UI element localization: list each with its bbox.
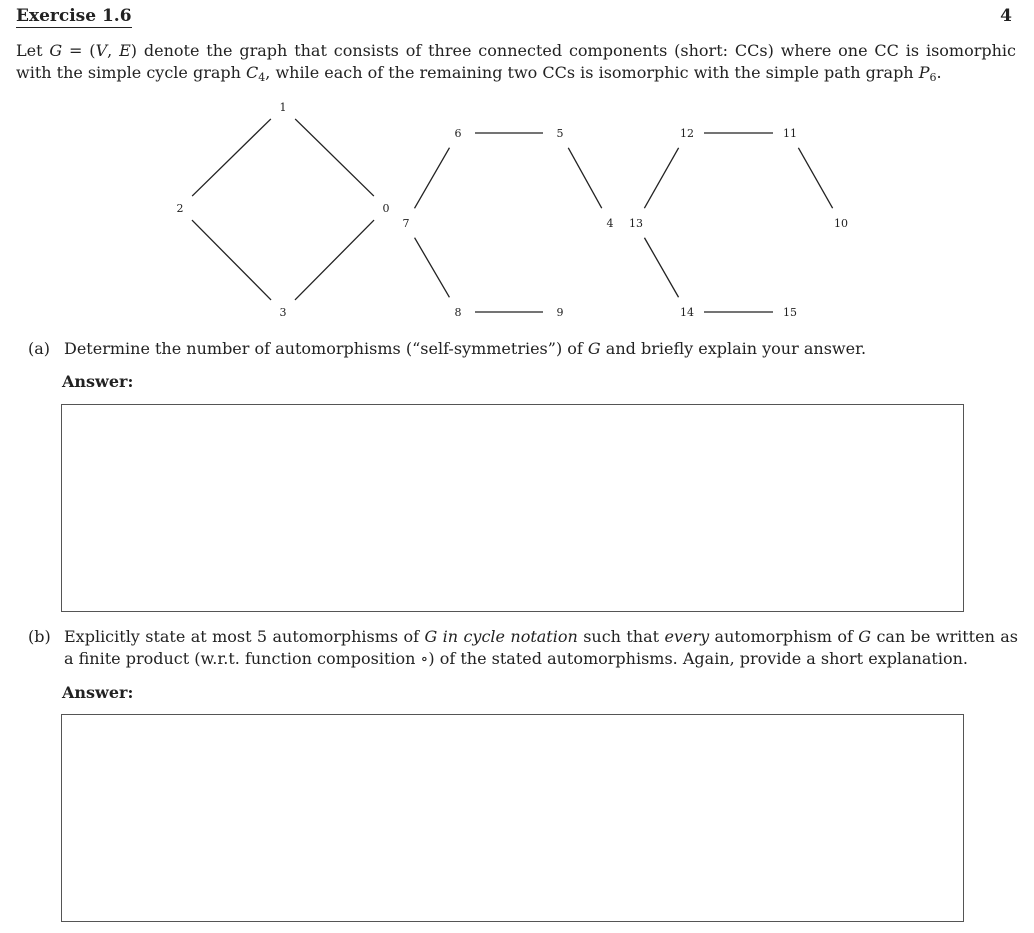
answer-a-box[interactable] <box>61 404 964 612</box>
node-2: 2 <box>176 202 184 215</box>
node-7: 7 <box>402 217 410 230</box>
node-12: 12 <box>680 127 694 140</box>
edge-1-0 <box>295 119 374 196</box>
edge-6-7 <box>415 148 450 209</box>
node-13: 13 <box>629 217 643 230</box>
node-0: 0 <box>382 202 390 215</box>
intro-paragraph: Let G = (V, E) denote the graph that consists of three connected components (short: CCs) where one CC is isomorphic with the simple cycle graph $C_4$, while each of the remaining two CCs is isomorphic with the simple path graph $P_6$. <box>16 41 1017 84</box>
edge-12-13 <box>644 148 678 208</box>
answer-a-label: Answer: <box>62 372 134 391</box>
node-8: 8 <box>454 306 462 319</box>
node-4: 4 <box>606 217 614 230</box>
answer-b-label: Answer: <box>62 683 134 702</box>
node-11: 11 <box>783 127 797 140</box>
answer-b-box[interactable] <box>61 714 964 922</box>
exercise-title: Exercise 1.6 <box>16 6 132 26</box>
node-10: 10 <box>834 217 848 230</box>
graph-figure <box>150 95 870 325</box>
edge-5-4 <box>568 148 601 208</box>
edge-1-2 <box>192 119 271 196</box>
node-14: 14 <box>680 306 694 319</box>
question-a-label: (a) <box>28 339 51 358</box>
node-15: 15 <box>783 306 797 319</box>
node-5: 5 <box>556 127 564 140</box>
node-6: 6 <box>454 127 462 140</box>
edge-2-3 <box>192 220 271 300</box>
node-1: 1 <box>279 101 287 114</box>
edge-3-0 <box>295 220 374 300</box>
question-b: (b) Explicitly state at most 5 automorphisms of G in cycle notation such that every automorphism of G can be written as a finite product (w.r.t. function composition ∘) of the stated automorphisms. Again, provide a short explanation. <box>28 627 1019 668</box>
edge-13-14 <box>644 238 678 298</box>
node-3: 3 <box>279 306 287 319</box>
edge-11-10 <box>798 148 832 208</box>
edge-7-8 <box>415 238 450 298</box>
question-a: (a) Determine the number of automorphisms (“self-symmetries”) of G and briefly explain your answer. <box>28 339 867 358</box>
question-b-label: (b) <box>28 627 51 646</box>
node-9: 9 <box>556 306 564 319</box>
exercise-points: 4 <box>1000 6 1012 26</box>
